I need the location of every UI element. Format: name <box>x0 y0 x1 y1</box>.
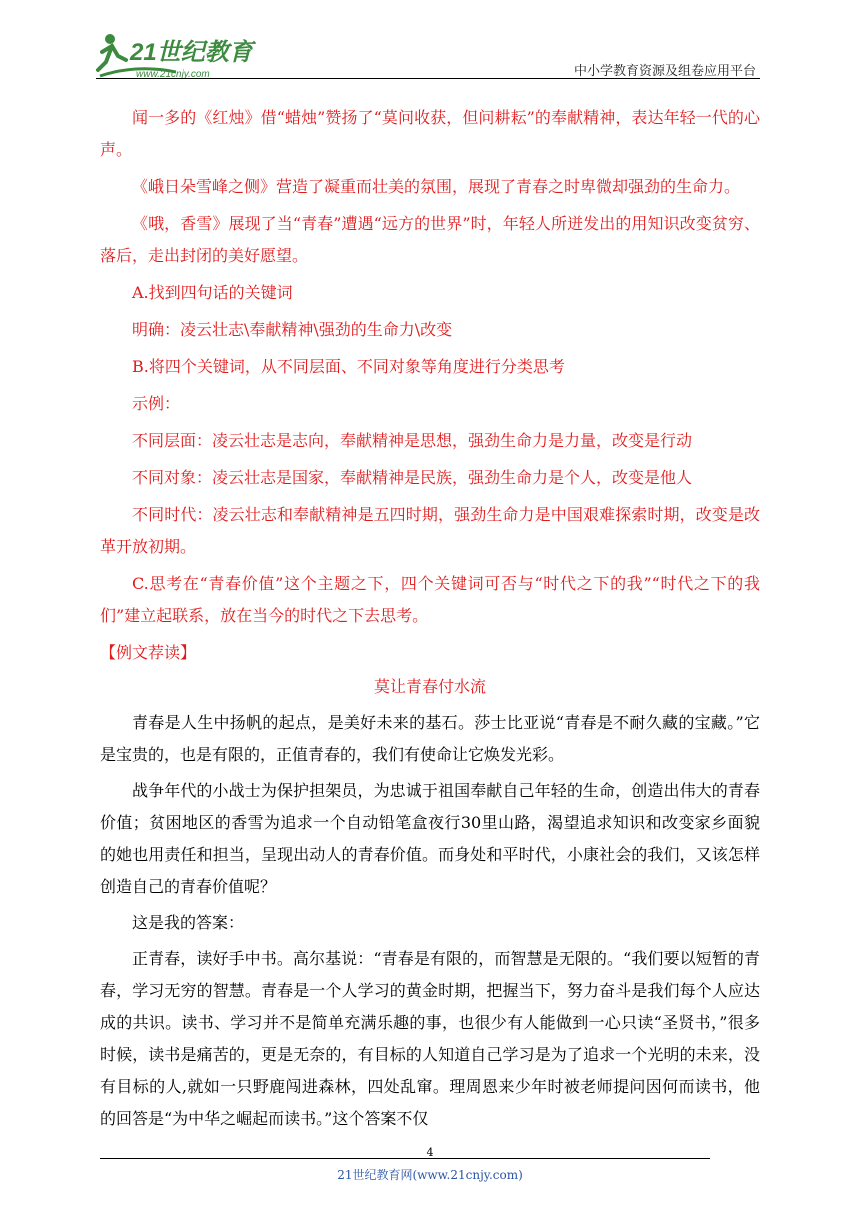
footer-site-link[interactable]: 21世纪教育网(www.21cnjy.com) <box>337 1168 523 1182</box>
page-content <box>100 102 760 1139</box>
section-heading: 【例文荐读】 <box>100 643 197 662</box>
footer-divider <box>100 1158 710 1159</box>
by-era: 不同时代：凌云壮志和奉献精神是五四时期，强劲生命力是中国艰难探索时期，改变是改革开放初期。 <box>100 505 760 556</box>
platform-name: 中小学教育资源及组卷应用平台 <box>573 64 756 79</box>
essay-paragraph: 这是我的答案： <box>132 913 245 932</box>
essay-paragraph: 战争年代的小战士为保护担架员，为忠诚于祖国奉献自己年轻的生命，创造出伟大的青春价值；贫困地区的香雪为追求一个自动铅笔盒夜行30里山路，渴望追求知识和改变家乡面貌的她也用责任和担当，呈现出动人的青春价值。而身处和平时代，小康社会的我们，又该怎样创造自己的青春价值呢？ <box>100 781 760 896</box>
by-object: 不同对象：凌云壮志是国家，奉献精神是民族，强劲生命力是个人，改变是他人 <box>132 468 693 487</box>
page-number: 4 <box>426 1146 434 1159</box>
logo-url-text: www.21cnjy.com <box>136 69 210 80</box>
paragraph-hongzhu: 闻一多的《红烛》借“蜡烛”赞扬了“莫问收获，但问耕耘”的奉献精神，表达年轻一代的心声。 <box>100 108 760 159</box>
header-divider <box>96 78 760 79</box>
example-label: 示例： <box>132 394 181 413</box>
logo-brand-text: 21世纪教育 <box>130 39 253 66</box>
paragraph-eriduo: 《峨日朵雪峰之侧》营造了凝重而壮美的氛围，展现了青春之时卑微却强劲的生命力。 <box>132 177 741 196</box>
by-level: 不同层面：凌云壮志是志向，奉献精神是思想，强劲生命力是力量，改变是行动 <box>132 431 693 450</box>
clarification: 明确：凌云壮志\奉献精神\强劲的生命力\改变 <box>132 320 453 339</box>
step-a: A.找到四句话的关键词 <box>132 283 293 302</box>
essay-paragraph: 青春是人生中扬帆的起点，是美好未来的基石。莎士比亚说“青春是不耐久藏的宝藏。”它是宝贵的，也是有限的，正值青春的，我们有使命让它焕发光彩。 <box>100 713 760 764</box>
step-c: C.思考在“青春价值”这个主题之下，四个关键词可否与“时代之下的我”“时代之下的我们”建立起联系，放在当今的时代之下去思考。 <box>100 574 760 625</box>
essay-paragraph: 正青春，读好手中书。高尔基说：“青春是有限的，而智慧是无限的。“我们要以短暂的青春，学习无穷的智慧。青春是一个人学习的黄金时期，把握当下，努力奋斗是我们每个人应达成的共识。读书、学习并不是简单充满乐趣的事，也很少有人能做到一心只读“圣贤书，”很多时候，读书是痛苦的，更是无奈的，有目标的人知道自己学习是为了追求一个光明的未来，没有目标的人,就如一只野鹿闯进森林，四处乱窜。理周恩来少年时被老师提问因何而读书，他的回答是“为中华之崛起而读书。”这个答案不仅 <box>100 949 760 1128</box>
site-logo <box>96 30 266 82</box>
essay-title: 莫让青春付水流 <box>373 677 486 696</box>
paragraph-xiangxue: 《哦，香雪》展现了当“青春”遭遇“远方的世界”时，年轻人所迸发出的用知识改变贫穷、落后，走出封闭的美好愿望。 <box>100 214 760 265</box>
page-header <box>96 26 760 82</box>
step-b: B.将四个关键词，从不同层面、不同对象等角度进行分类思考 <box>132 357 565 376</box>
